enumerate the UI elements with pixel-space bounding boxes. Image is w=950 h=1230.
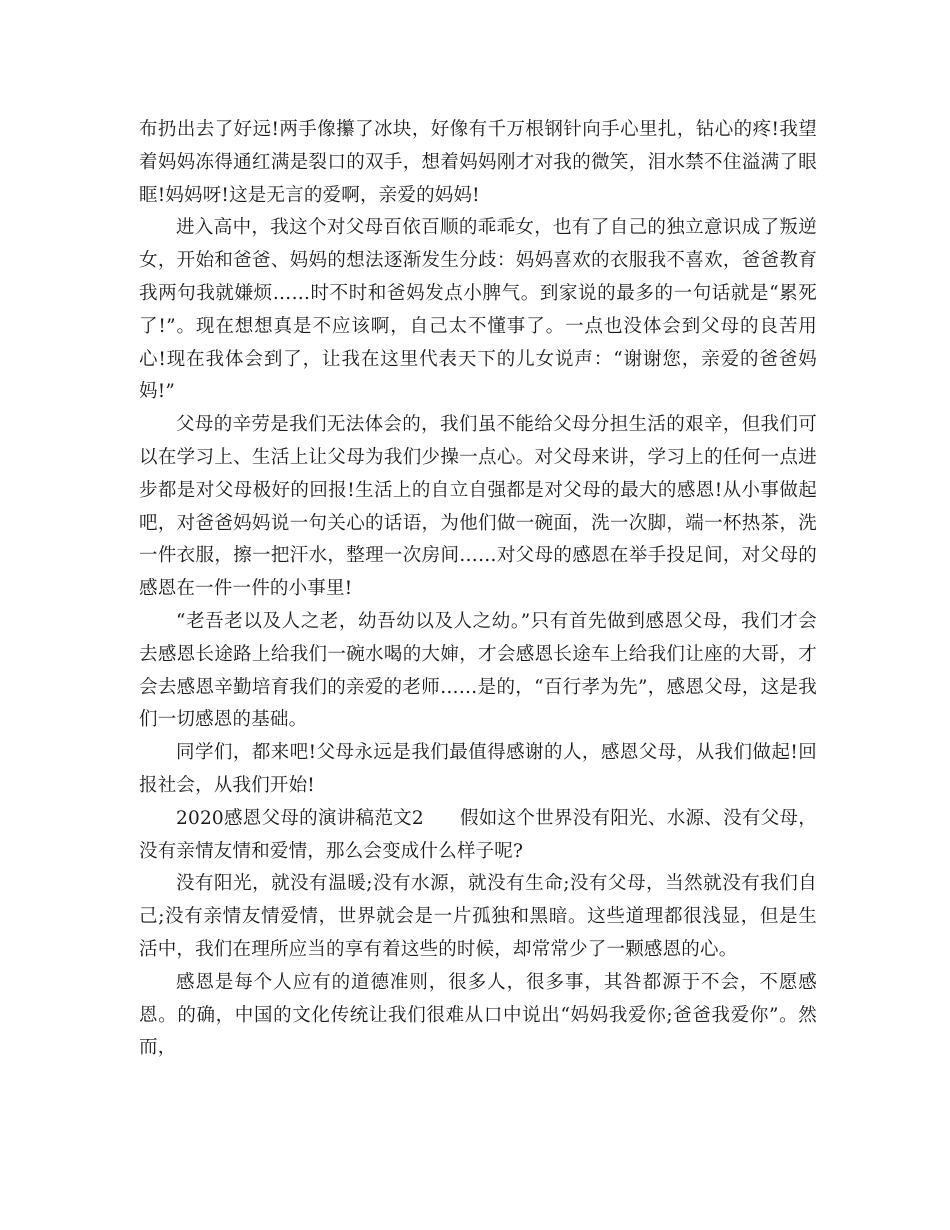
paragraph-6: 没有阳光，就没有温暖;没有水源，就没有生命;没有父母，当然就没有我们自己;没有亲情友情爱情，世界就会是一片孤独和黑暗。这些道理都很浅显，但是生活中，我们在理所应当的享有着这些的时候，却常常少了一颗感恩的心。 xyxy=(139,873,817,960)
section-heading-text: 假如这个世界没有阳光、水源、没有父母，没有亲情友情和爱情，那么会变成什么样子呢? xyxy=(139,807,817,862)
paragraph-2: 进入高中，我这个对父母百依百顺的乖乖女，也有了自己的独立意识成了叛逆女，开始和爸爸、妈妈的想法逐渐发生分歧：妈妈喜欢的衣服我不喜欢，爸爸教育我两句我就嫌烦……时不时和爸妈发点小脾气。到家说的最多的一句话就是“累死了!”。现在想想真是不应该啊，自己太不懂事了。一点也没体会到父母的良苦用心!现在我体会到了，让我在这里代表天下的儿女说声：“谢谢您，亲爱的爸爸妈妈!” xyxy=(139,217,817,403)
paragraph-5: 同学们，都来吧!父母永远是我们最值得感谢的人，感恩父母，从我们做起!回报社会，从我们开始! xyxy=(139,742,817,796)
paragraph-7: 感恩是每个人应有的道德准则，很多人，很多事，其咎都源于不会，不愿感恩。的确，中国的文化传统让我们很难从口中说出“妈妈我爱你;爸爸我爱你”。然而， xyxy=(139,971,817,1059)
paragraph-3: 父母的辛劳是我们无法体会的，我们虽不能给父母分担生活的艰辛，但我们可以在学习上、生活上让父母为我们少操一点心。对父母来讲，学习上的任何一点进步都是对父母极好的回报!生活上的自立自强都是对父母的最大的感恩!从小事做起吧，对爸爸妈妈说一句关心的话语，为他们做一碗面，洗一次脚，端一杯热茶，洗一件衣服，擦一把汗水，整理一次房间……对父母的感恩在举手投足间，对父母的感恩在一件一件的小事里! xyxy=(139,414,817,600)
section-heading-paragraph xyxy=(139,803,817,869)
section-heading-title: 2020感恩父母的演讲稿范文2 xyxy=(176,807,424,829)
paragraph-1: 布扔出去了好远!两手像攥了冰块，好像有千万根钢针向手心里扎，钻心的疼!我望着妈妈冻得通红满是裂口的双手，想着妈妈刚才对我的微笑，泪水禁不住溢满了眼眶!妈妈呀!这是无言的爱啊，亲爱的妈妈! xyxy=(139,119,817,206)
paragraph-4: “老吾老以及人之老，幼吾幼以及人之幼。”只有首先做到感恩父母，我们才会去感恩长途路上给我们一碗水喝的大婶，才会感恩长途车上给我们让座的大哥，才会去感恩辛勤培育我们的亲爱的老师……是的，“百行孝为先”，感恩父母，这是我们一切感恩的基础。 xyxy=(139,610,817,731)
document-body xyxy=(139,114,817,1065)
